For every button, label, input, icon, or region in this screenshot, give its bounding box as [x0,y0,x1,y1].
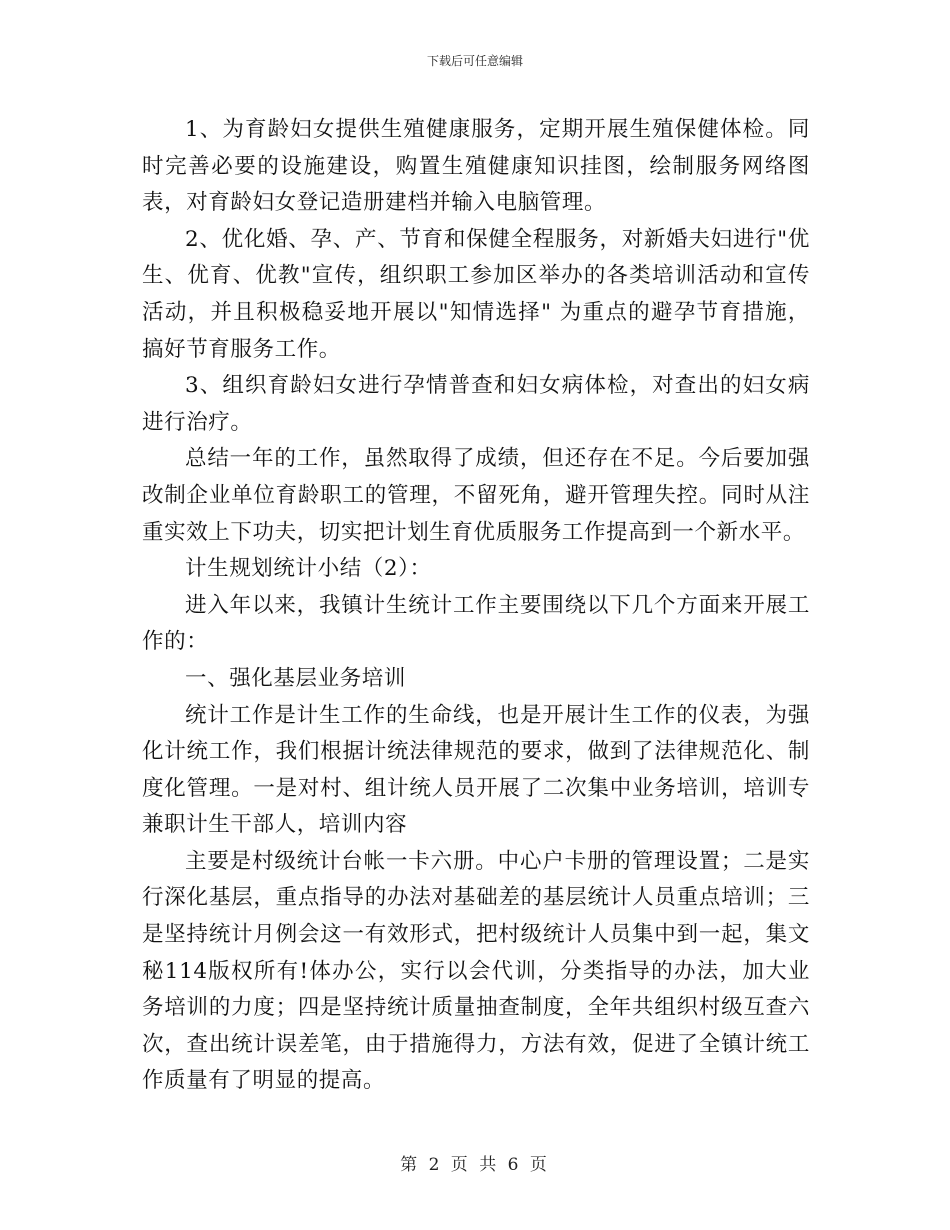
page-header: 下载后可任意编辑 [426,54,523,68]
document-body [142,112,810,1100]
paragraph-intro: 进入年以来，我镇计生统计工作主要围绕以下几个方面来开展工作的： [142,592,810,655]
page-number: 第 2 页 共 6 页 [400,1155,550,1175]
paragraph-summary: 总结一年的工作，虽然取得了成绩，但还存在不足。今后要加强改制企业单位育龄职工的管理，不留死角，避开管理失控。同时从注重实效上下功夫，切实把计划生育优质服务工作提高到一个新水平。 [142,446,810,545]
paragraph-service-3: 3、组织育龄妇女进行孕情普查和妇女病体检，对查出的妇女病进行治疗。 [142,373,810,435]
subsection-heading: 一、强化基层业务培训 [185,665,407,691]
paragraph-service-2: 2、优化婚、孕、产、节育和保健全程服务，对新婚夫妇进行"优生、优育、优教"宣传，组织职工参加区举办的各类培训活动和宣传活动，并且积极稳妥地开展以"知情选择" 为重点的避孕节育措施，搞好节育服务工作。 [142,226,810,362]
section-title: 计生规划统计小结（2）： [185,556,432,582]
paragraph-service-1: 1、为育龄妇女提供生殖健康服务，定期开展生殖保健体检。同时完善必要的设施建设，购置生殖健康知识挂图，绘制服务网络图表，对育龄妇女登记造册建档并输入电脑管理。 [142,117,810,216]
paragraph-training-2: 主要是村级统计台帐一卡六册。中心户卡册的管理设置；二是实行深化基层，重点指导的办法对基础差的基层统计人员重点培训；三是坚持统计月例会这一有效形式，把村级统计人员集中到一起，集文秘114版权所有!体办公，实行以会代训，分类指导的办法，加大业务培训的力度；四是坚持统计质量抽查制度，全年共组织村级互查六次，查出统计误差笔，由于措施得力，方法有效，促进了全镇计统工作质量有了明显的提高。 [142,848,810,1094]
paragraph-training-1: 统计工作是计生工作的生命线，也是开展计生工作的仪表，为强化计统工作，我们根据计统法律规范的要求，做到了法律规范化、制度化管理。一是对村、组计统人员开展了二次集中业务培训，培训专兼职计生干部人，培训内容 [142,702,810,838]
